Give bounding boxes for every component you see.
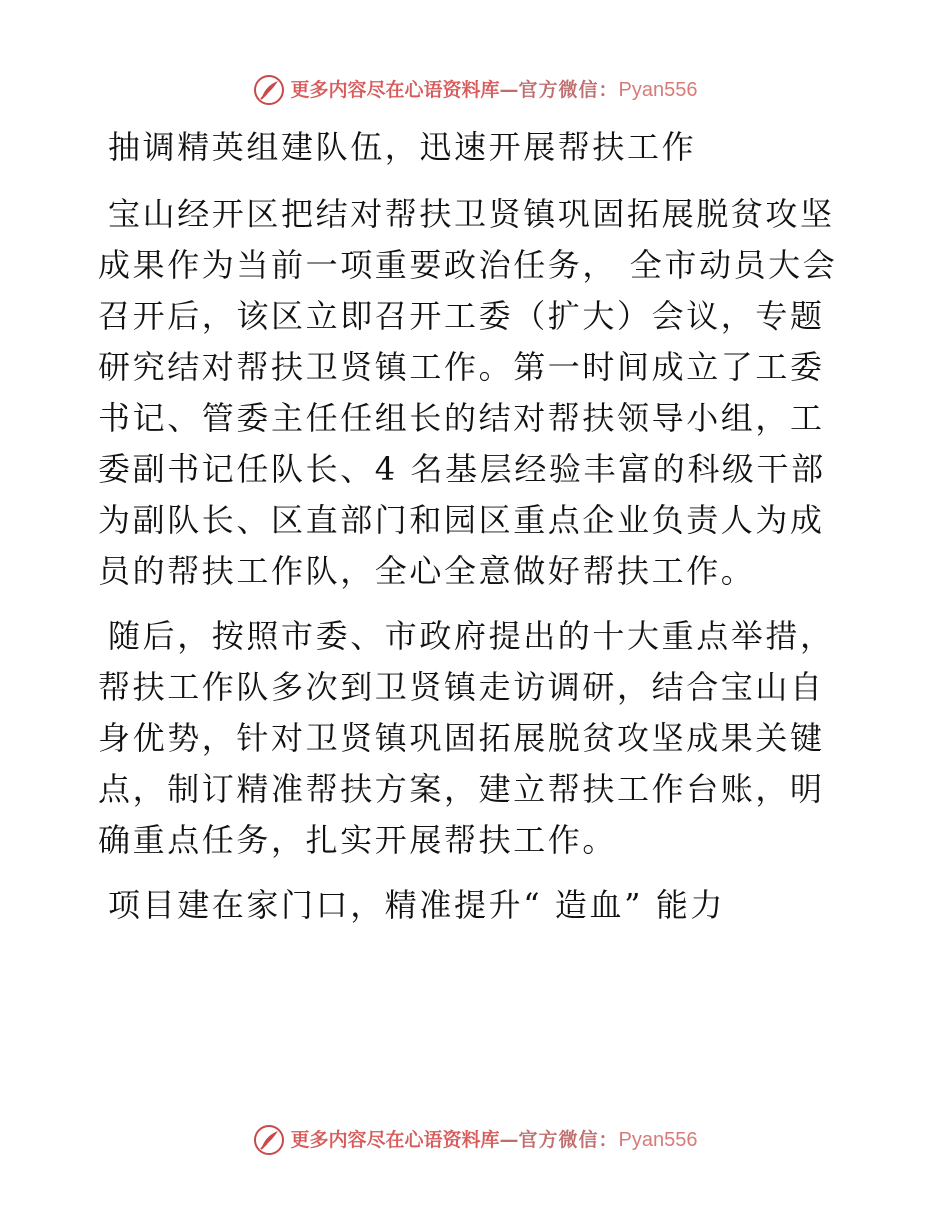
- watermark-subtitle: 官方微信：: [518, 79, 619, 101]
- watermark-text: [291, 1130, 698, 1150]
- section-heading-1: 抽调精英组建队伍，迅速开展帮扶工作: [108, 128, 697, 166]
- section-heading-2: 项目建在家门口，精准提升“ 造血” 能力: [108, 886, 726, 924]
- quill-logo-icon: [253, 74, 285, 106]
- document-body: [98, 122, 858, 931]
- watermark-main: 更多内容尽在心语资料库: [290, 1129, 500, 1151]
- watermark-separator: —: [499, 1129, 519, 1151]
- watermark-wechat-id: Pyan556: [618, 79, 698, 101]
- quill-logo-icon: [253, 1124, 285, 1156]
- watermark-separator: —: [499, 79, 519, 101]
- watermark-footer: [0, 1124, 950, 1156]
- watermark-subtitle: 官方微信：: [518, 1129, 619, 1151]
- watermark-header: [0, 74, 950, 106]
- watermark-wechat-id: Pyan556: [618, 1129, 698, 1151]
- paragraph-2: 随后，按照市委、市政府提出的十大重点举措，帮扶工作队多次到卫贤镇走访调研，结合宝山自身优势，针对卫贤镇巩固拓展脱贫攻坚成果关键点，制订精准帮扶方案，建立帮扶工作台账，明确重点任务，扎实开展帮扶工作。: [98, 617, 835, 859]
- watermark-text: [291, 80, 698, 100]
- paragraph-1: 宝山经开区把结对帮扶卫贤镇巩固拓展脱贫攻坚成果作为当前一项重要政治任务， 全市动员大会召开后，该区立即召开工委（扩大）会议，专题研究结对帮扶卫贤镇工作。第一时间成立了工委书记、管委主任任组长的结对帮扶领导小组，工委副书记任队长、4 名基层经验丰富的科级干部为副队长、区直部门和园区重点企业负责人为成员的帮扶工作队，全心全意做好帮扶工作。: [98, 195, 838, 590]
- watermark-main: 更多内容尽在心语资料库: [290, 79, 500, 101]
